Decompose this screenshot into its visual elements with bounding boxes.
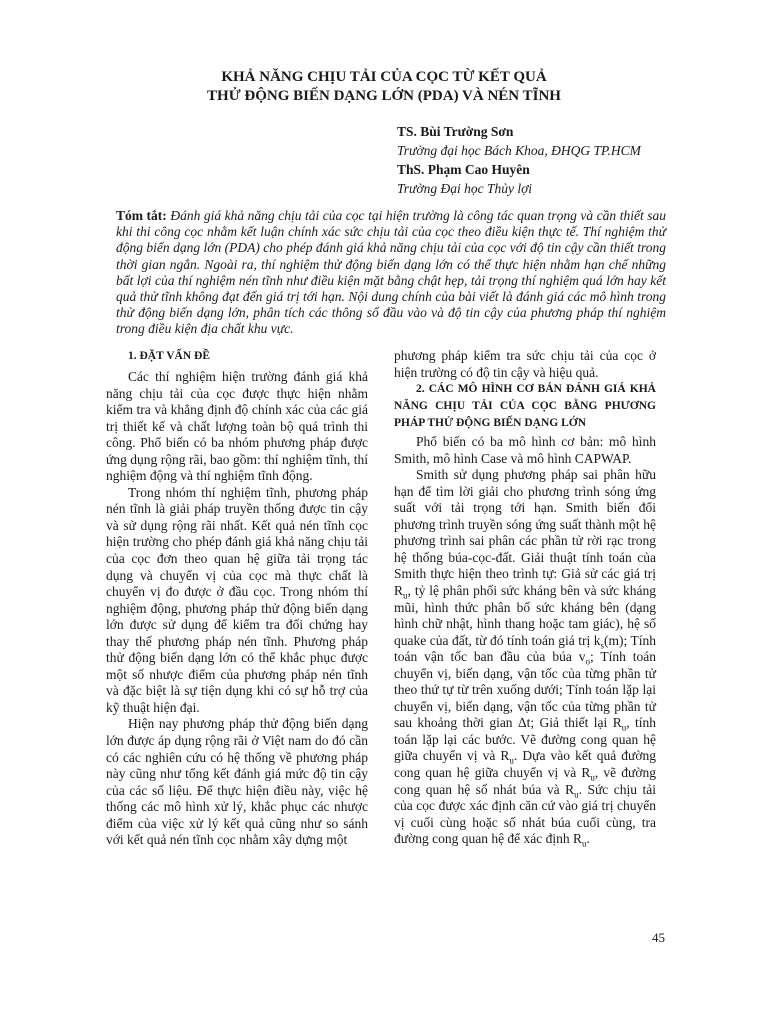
abstract-label: Tóm tắt: [116, 208, 167, 223]
author-affiliation: Trường đại học Bách Khoa, ĐHQG TP.HCM [397, 143, 641, 158]
right-column [394, 348, 656, 848]
paragraph: Phổ biến có ba mô hình cơ bản: mô hình Smith, mô hình Case và mô hình CAPWAP. [394, 434, 656, 466]
paragraph: Các thí nghiệm hiện trường đánh giá khả năng chịu tải của cọc được thực hiện nhằm kiểm tra và khẳng định độ chính xác của các giá trị thiết kế và chất lượng toàn bộ quá trình thi công. Phổ biến có ba nhóm phương pháp được ứng dụng rộng rãi, bao gồm: thí nghiệm tĩnh, thí nghiệm động và thí nghiệm tĩnh động. [106, 369, 368, 484]
left-column [106, 348, 368, 849]
title-line-1: KHẢ NĂNG CHỊU TẢI CỦA CỌC TỪ KẾT QUẢ [221, 69, 547, 85]
abstract [116, 208, 666, 338]
paragraph: Trong nhóm thí nghiệm tĩnh, phương pháp nén tĩnh là giải pháp truyền thống được tin cậy và sử dụng rộng rãi nhất. Kết quả nén tĩnh cọc hiện trường cho phép đánh giá khả năng chịu tải của cọc đơn theo quan hệ giữa tải trọng tác dụng và chuyển vị của cọc mà thực chất là chuyển vị đo được ở đầu cọc. Trong nhóm thí nghiệm động, phương pháp thử động biến dạng lớn được sử dụng để kiểm tra đối chứng hay thay thế phương pháp nén tĩnh. Phương pháp thử động biến dạng lớn có thể khắc phục được một số nhược điểm của phương pháp nén tĩnh và đặc biệt là sự tiện dụng khi có sự hỗ trợ của kỹ thuật hiện đại. [106, 484, 368, 715]
author-name: TS. Bùi Trường Sơn [397, 124, 514, 139]
abstract-text: Đánh giá khả năng chịu tải của cọc tại hiện trường là công tác quan trọng và cần thiết sau khi thi công cọc nhằm kết luận chính xác sức chịu tải của cọc theo điều kiện thực tế. Thí nghiệm thử động biến dạng lớn (PDA) cho phép đánh giá khả năng chịu tải của cọc với độ tin cậy cần thiết trong thời gian ngắn. Ngoài ra, thí nghiệm thử động biến dạng lớn có thể thực hiện nhằm hạn chế những bất lợi của thí nghiệm nén tĩnh như điều kiện mặt bằng chật hẹp, tải trọng thí nghiệm quá lớn hay kết quả thử tĩnh không đạt đến giá trị tới hạn. Nội dung chính của bài viết là đánh giá các mô hình trong thử động biến dạng lớn, phân tích các thông số đầu vào và độ tin cậy của phương pháp thí nghiệm trong điều kiện địa chất khu vực. [116, 208, 667, 337]
title-line-2: THỬ ĐỘNG BIẾN DẠNG LỚN (PDA) VÀ NÉN TĨNH [207, 88, 561, 104]
author-block [397, 122, 717, 198]
author-name: ThS. Phạm Cao Huyên [397, 162, 530, 177]
paragraph: phương pháp kiểm tra sức chịu tải của cọc ở hiện trường có độ tin cậy và hiệu quả. [394, 348, 656, 380]
section-heading-2: 2. CÁC MÔ HÌNH CƠ BẢN ĐÁNH GIÁ KHẢ NĂNG CHỊU TẢI CỦA CỌC BẰNG PHƯƠNG PHÁP THỬ ĐỘNG BIẾN DẠNG LỚN [394, 383, 656, 430]
page-number: 45 [652, 930, 665, 945]
paragraph: Hiện nay phương pháp thử động biến dạng lớn được áp dụng rộng rãi ở Việt nam do đó cần có các nghiên cứu có hệ thống về phương pháp này cũng như tổng kết đánh giá mức độ tin cậy của các số liệu. Để thực hiện điều này, việc hệ thống các mô hình xử lý, khắc phục các nhược điểm của việc xử lý kết quả cũng như so sánh với kết quả nén tĩnh cọc nhằm xây dựng một [106, 716, 368, 848]
paragraph-smith: Smith sử dụng phương pháp sai phân hữu hạn để tìm lời giải cho phương trình sóng ứng suất với tải trọng tới hạn. Smith biến đổi phương trình truyền sóng ứng suất thành một hệ phương trình sai phân các phần tử rời rạc trong hệ thống búa-cọc-đất. Giải thuật tính toán của Smith thực hiện theo trình tự: Giả sử các giá trị $R_u$, tỷ lệ phân phối sức kháng bên và sức kháng mũi, hình thức phân bố sức kháng bên (dạng hình chữ nhật, hình thang hoặc tam giác), hệ số quake của đất, từ đó tính toán giá trị $k_s(m)$; Tính toán vận tốc ban đầu của búa $v_o$; Tính toán chuyển vị, biến dạng, vận tốc của từng phần tử theo thứ tự từ trên xuống dưới; Tính toán lặp lại chuyển vị, biến dạng, vận tốc của từng phần tử sau khoảng thời gian Δt; Giả thiết lại $R_u$, tính toán lặp lại các bước. Vẽ đường cong quan hệ giữa chuyển vị và $R_u$. Dựa vào kết quả đường cong quan hệ giữa chuyển vị và $R_u$, vẽ đường cong quan hệ số nhát búa và $R_u$. Sức chịu tải của cọc được xác định căn cứ vào giá trị chuyển vị cuối cùng hoặc số nhát búa cuối cùng, tra đường cong quan hệ để xác định $R_u$. [394, 467, 657, 849]
paper-title [80, 68, 688, 106]
author-affiliation: Trường Đại học Thủy lợi [397, 181, 533, 196]
section-heading-1: 1. ĐẶT VẤN ĐỀ [128, 350, 211, 362]
